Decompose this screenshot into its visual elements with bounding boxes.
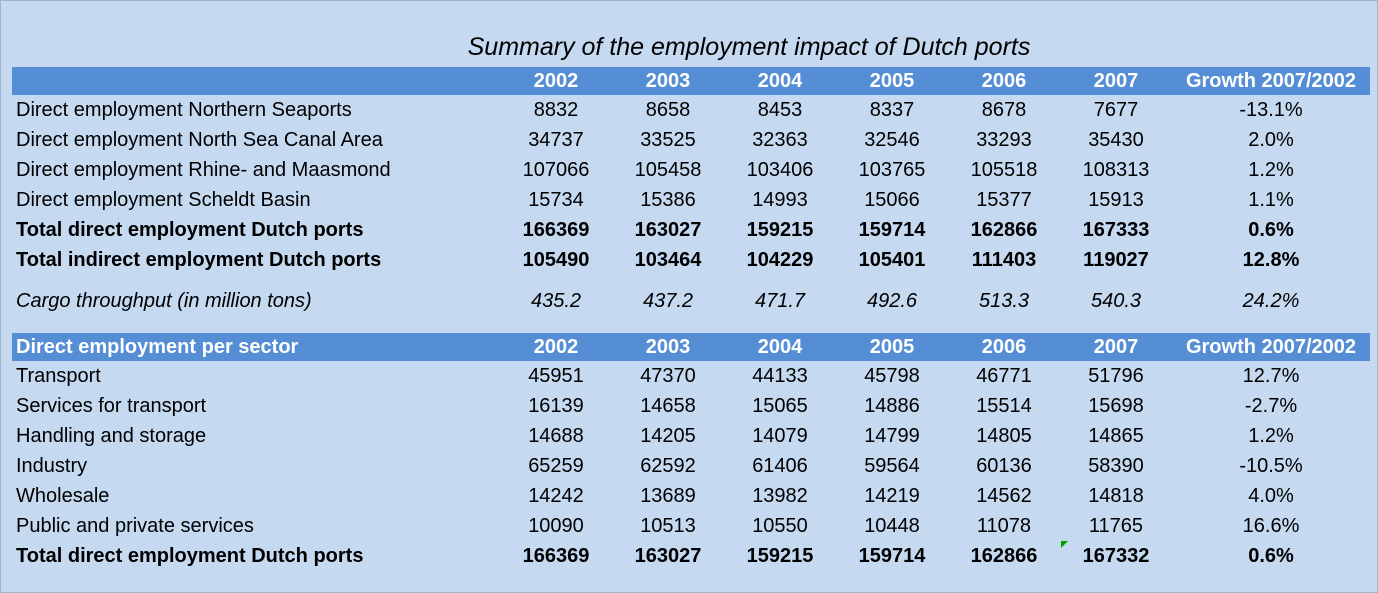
row-value: 14079 — [752, 424, 808, 447]
row-value: 14865 — [1088, 424, 1144, 447]
row-value: 14242 — [528, 484, 584, 507]
table-row — [12, 125, 1370, 155]
row-value: 166369 — [522, 218, 590, 241]
row-value: 167332 — [1082, 544, 1150, 567]
row-value: 14205 — [640, 424, 696, 447]
row-value: 471.7 — [754, 289, 806, 312]
table-row — [12, 481, 1370, 511]
table-row — [12, 245, 1370, 275]
row-value: 33525 — [640, 128, 696, 151]
header-year: 2005 — [836, 67, 948, 95]
table-row — [12, 215, 1370, 245]
row-label: Total direct employment Dutch ports — [16, 544, 364, 567]
row-value: 8453 — [757, 98, 803, 121]
row-value: 65259 — [528, 454, 584, 477]
header-row — [12, 67, 1370, 95]
row-value: 107066 — [522, 158, 590, 181]
header-year: 2003 — [612, 67, 724, 95]
row-value: 15066 — [864, 188, 920, 211]
row-label: Public and private services — [16, 514, 254, 537]
header-label — [12, 67, 500, 95]
row-value: 11765 — [1088, 514, 1144, 537]
row-value: 103464 — [634, 248, 702, 271]
row-growth: 0.6% — [1248, 218, 1294, 241]
row-value: 11078 — [976, 514, 1032, 537]
row-value: 10513 — [640, 514, 696, 537]
header-row — [12, 333, 1370, 361]
row-value: 8832 — [533, 98, 579, 121]
row-value: 10550 — [752, 514, 808, 537]
row-value: 105518 — [970, 158, 1038, 181]
row-value: 15386 — [640, 188, 696, 211]
row-value: 103765 — [858, 158, 926, 181]
row-value: 15698 — [1088, 394, 1144, 417]
sector-employment-table — [12, 333, 1370, 571]
row-value: 167333 — [1082, 218, 1150, 241]
header-year: 2006 — [948, 333, 1060, 361]
row-value: 61406 — [752, 454, 808, 477]
row-value: 14799 — [864, 424, 920, 447]
row-value: 15065 — [752, 394, 808, 417]
row-label: Cargo throughput (in million tons) — [16, 289, 312, 312]
row-value: 13982 — [752, 484, 808, 507]
row-growth: -2.7% — [1244, 394, 1298, 417]
row-growth: 24.2% — [1242, 289, 1300, 312]
row-value: 8337 — [869, 98, 915, 121]
row-label: Industry — [16, 454, 88, 477]
table-row — [12, 185, 1370, 215]
row-label: Total indirect employment Dutch ports — [16, 248, 382, 271]
header-label: Direct employment per sector — [12, 333, 500, 361]
header-year: 2003 — [612, 333, 724, 361]
row-value: 14818 — [1088, 484, 1144, 507]
header-year: 2007 — [1060, 333, 1172, 361]
row-value: 35430 — [1088, 128, 1144, 151]
row-value: 163027 — [634, 218, 702, 241]
row-value: 46771 — [976, 364, 1032, 387]
row-growth: -10.5% — [1239, 454, 1303, 477]
row-value: 492.6 — [866, 289, 918, 312]
row-value: 104229 — [746, 248, 814, 271]
row-growth: 0.6% — [1248, 544, 1294, 567]
cell-comment-indicator — [1061, 541, 1068, 548]
row-value: 34737 — [528, 128, 584, 151]
row-label: Direct employment Rhine- and Maasmond — [16, 158, 391, 181]
row-value: 103406 — [746, 158, 814, 181]
row-value: 47370 — [640, 364, 696, 387]
row-value: 15514 — [976, 394, 1032, 417]
row-value: 44133 — [752, 364, 808, 387]
header-year: 2002 — [500, 333, 612, 361]
row-label: Services for transport — [16, 394, 207, 417]
row-growth: -13.1% — [1239, 98, 1303, 121]
row-label: Direct employment Scheldt Basin — [16, 188, 311, 211]
row-value: 62592 — [640, 454, 696, 477]
row-growth: 1.2% — [1248, 424, 1294, 447]
header-growth: Growth 2007/2002 — [1172, 333, 1370, 361]
table-row — [12, 275, 1370, 327]
row-value: 513.3 — [978, 289, 1030, 312]
row-label: Wholesale — [16, 484, 110, 507]
row-value: 14658 — [640, 394, 696, 417]
row-value: 16139 — [528, 394, 584, 417]
ports-employment-table — [12, 67, 1370, 327]
row-value: 32363 — [752, 128, 808, 151]
row-growth: 2.0% — [1248, 128, 1294, 151]
table-row — [12, 391, 1370, 421]
row-value: 119027 — [1083, 248, 1149, 271]
row-value: 15913 — [1088, 188, 1144, 211]
row-label: Direct employment Northern Seaports — [16, 98, 352, 121]
row-value: 437.2 — [642, 289, 694, 312]
row-value: 159215 — [746, 544, 814, 567]
row-value: 33293 — [976, 128, 1032, 151]
header-year: 2006 — [948, 67, 1060, 95]
row-value: 105490 — [522, 248, 590, 271]
header-year: 2004 — [724, 333, 836, 361]
row-value: 45798 — [864, 364, 920, 387]
row-value: 60136 — [976, 454, 1032, 477]
row-growth: 12.7% — [1242, 364, 1300, 387]
header-growth: Growth 2007/2002 — [1172, 67, 1370, 95]
row-value: 45951 — [528, 364, 584, 387]
row-growth: 1.1% — [1248, 188, 1294, 211]
row-growth: 12.8% — [1242, 248, 1300, 271]
row-growth: 16.6% — [1242, 514, 1300, 537]
row-value: 32546 — [864, 128, 920, 151]
table-row — [12, 155, 1370, 185]
row-value: 14805 — [976, 424, 1032, 447]
header-year: 2004 — [724, 67, 836, 95]
page-title: Summary of the employment impact of Dutch ports — [467, 33, 1031, 61]
table-row — [12, 361, 1370, 391]
row-value: 58390 — [1088, 454, 1144, 477]
row-value: 8678 — [981, 98, 1027, 121]
row-growth: 1.2% — [1248, 158, 1294, 181]
row-value: 14993 — [752, 188, 808, 211]
row-value: 159215 — [746, 218, 814, 241]
row-value: 14886 — [864, 394, 920, 417]
row-value: 8658 — [645, 98, 691, 121]
header-year: 2002 — [500, 67, 612, 95]
row-value: 166369 — [522, 544, 590, 567]
row-value: 10448 — [864, 514, 920, 537]
row-growth: 4.0% — [1248, 484, 1294, 507]
row-value: 435.2 — [530, 289, 582, 312]
row-value: 159714 — [858, 544, 926, 567]
row-value: 51796 — [1088, 364, 1144, 387]
row-value: 10090 — [528, 514, 584, 537]
row-value: 14688 — [528, 424, 584, 447]
row-value: 108313 — [1082, 158, 1150, 181]
row-label: Handling and storage — [16, 424, 207, 447]
row-label: Total direct employment Dutch ports — [16, 218, 364, 241]
row-value: 14219 — [864, 484, 920, 507]
row-value: 7677 — [1093, 98, 1139, 121]
row-value: 14562 — [976, 484, 1032, 507]
row-value: 59564 — [864, 454, 920, 477]
row-value: 105401 — [858, 248, 926, 271]
table-row — [12, 511, 1370, 541]
row-value: 15734 — [528, 188, 584, 211]
row-label: Direct employment North Sea Canal Area — [16, 128, 383, 151]
row-value: 105458 — [634, 158, 702, 181]
table-row — [12, 421, 1370, 451]
row-value: 13689 — [640, 484, 696, 507]
table-row — [12, 95, 1370, 125]
header-year: 2007 — [1060, 67, 1172, 95]
row-value: 162866 — [970, 544, 1038, 567]
row-value: 163027 — [634, 544, 702, 567]
row-value: 15377 — [976, 188, 1032, 211]
row-value: 162866 — [970, 218, 1038, 241]
header-year: 2005 — [836, 333, 948, 361]
row-value: 111403 — [971, 248, 1037, 271]
table-row — [12, 451, 1370, 481]
row-value: 159714 — [858, 218, 926, 241]
row-value: 540.3 — [1090, 289, 1142, 312]
row-label: Transport — [16, 364, 101, 387]
table-row — [12, 541, 1370, 571]
